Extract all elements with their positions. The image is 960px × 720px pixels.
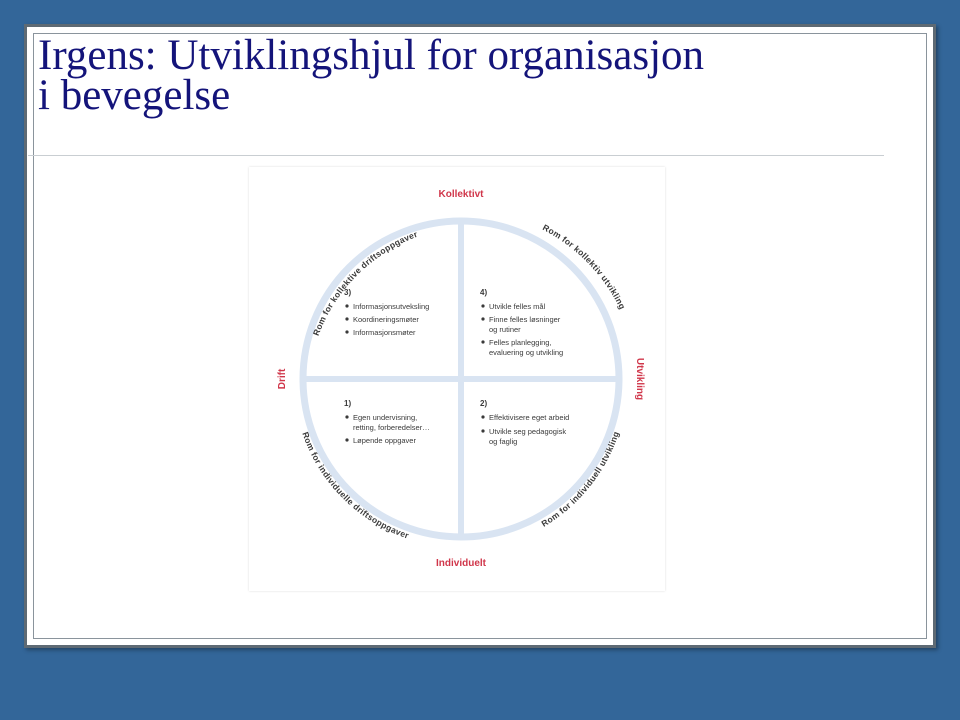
quadrant-3-item-1: Informasjonsutveksling (353, 302, 430, 311)
quadrant-4-item-2-cont: og rutiner (489, 325, 521, 334)
bullet (481, 317, 484, 320)
axis-label-utvikling: Utvikling (634, 357, 645, 401)
quadrant-4-item-3-cont: evaluering og utvikling (489, 348, 564, 357)
quadrant-2-item-2-cont: og faglig (489, 437, 518, 446)
axis-label-individuelt: Individuelt (436, 558, 486, 569)
quadrant-1 (344, 399, 430, 445)
quadrant-4 (480, 288, 563, 357)
axis-label-drift: Drift (277, 368, 288, 390)
arc-label-top-left-text: Rom for kollektive driftsoppgaver (310, 228, 419, 337)
bullet (481, 429, 484, 432)
quadrant-1-item-1-cont: retting, forberedelser… (353, 423, 430, 432)
quadrant-4-item-2: Finne felles løsninger (489, 315, 561, 324)
development-wheel-diagram (249, 167, 665, 591)
bullet (345, 304, 348, 307)
bullet (481, 304, 484, 307)
quadrant-2-number: 2) (480, 399, 488, 408)
arc-label-top-right-text: Rom for kollektiv utvikling (541, 222, 628, 312)
bullet (345, 415, 348, 418)
bullet (345, 438, 348, 441)
wheel-svg (249, 167, 665, 591)
quadrant-2-item-2: Utvikle seg pedagogisk (489, 427, 567, 436)
arc-label-bottom-left-text: Rom for individuelle driftsoppgaver (300, 430, 411, 541)
title-divider (28, 155, 884, 156)
bullet (481, 415, 484, 418)
quadrant-3-item-3: Informasjonsmøter (353, 328, 416, 337)
arc-label-top-right (541, 222, 628, 311)
quadrant-3-number: 3) (344, 288, 352, 297)
quadrant-1-number: 1) (344, 399, 352, 408)
axis-label-kollektivt: Kollektivt (438, 189, 484, 200)
bullet (481, 340, 484, 343)
quadrant-2-item-1: Effektivisere eget arbeid (489, 413, 570, 422)
bullet (345, 317, 348, 320)
slide-title (38, 32, 898, 119)
slide-title-line-2: i bevegelse (38, 72, 231, 119)
slide-title-line-1: Irgens: Utviklingshjul for organisasjon (38, 32, 705, 79)
quadrant-4-item-3: Felles planlegging, (489, 338, 552, 347)
quadrant-1-item-2: Løpende oppgaver (353, 436, 416, 445)
bullet (345, 330, 348, 333)
quadrant-4-number: 4) (480, 288, 488, 297)
quadrant-1-item-1: Egen undervisning, (353, 413, 418, 422)
quadrant-4-item-1: Utvikle felles mål (489, 302, 546, 311)
quadrant-2 (480, 399, 569, 446)
quadrant-3 (344, 288, 429, 337)
arc-label-bottom-right-text: Rom for individuell utvikling (539, 429, 622, 529)
quadrant-3-item-2: Koordineringsmøter (353, 315, 419, 324)
